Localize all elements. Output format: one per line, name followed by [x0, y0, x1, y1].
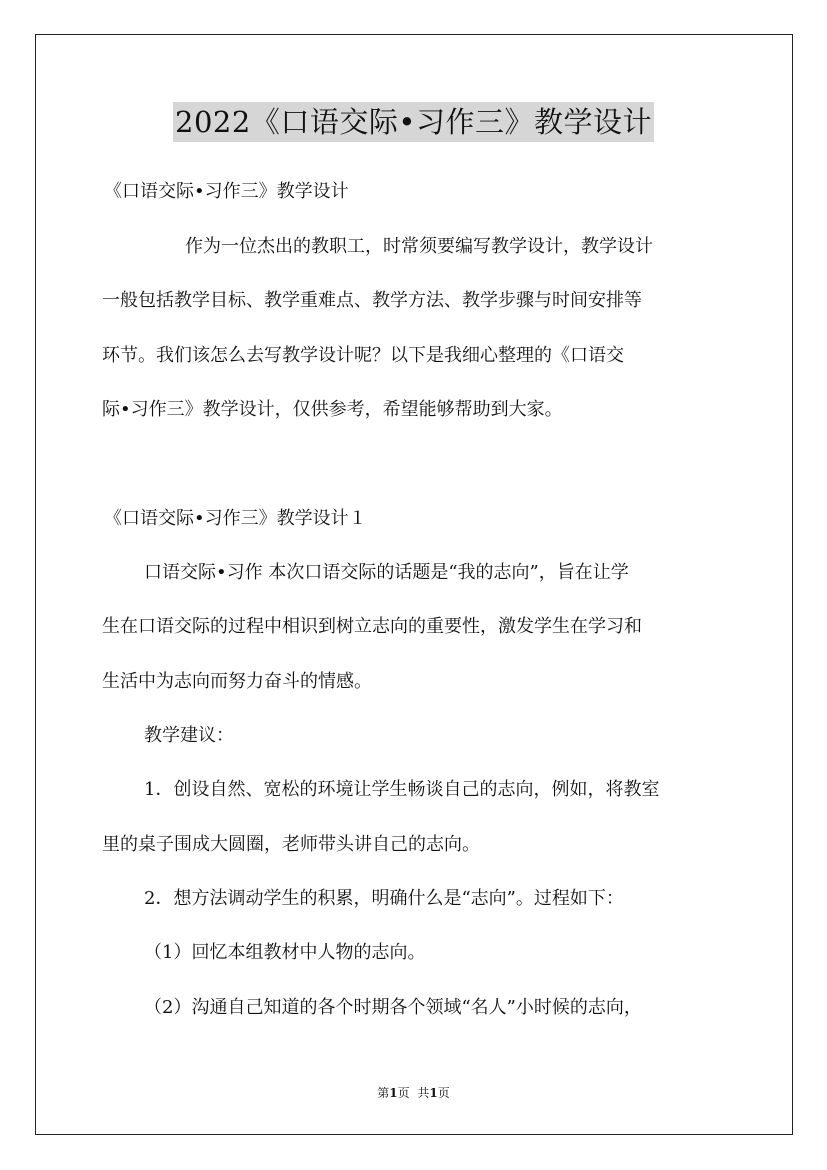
suggestion-2: 2．想方法调动学生的积累，明确什么是“志向”。过程如下： [144, 888, 624, 909]
footer-page-number: 1 [389, 1086, 398, 1100]
body-paragraph-line-3: 生活中为志向而努力奋斗的情感。 [102, 671, 372, 692]
footer-page-suffix: 页 [397, 1086, 410, 1100]
suggestion-1-line-2: 里的桌子围成大圆圈，老师带头讲自己的志向。 [102, 834, 480, 855]
footer-total-prefix: 共 [417, 1086, 430, 1100]
suggestion-2-item-2: （2）沟通自己知道的各个时期各个领域“名人”小时候的志向， [144, 997, 642, 1018]
page-footer [0, 1084, 827, 1101]
footer-total-suffix: 页 [437, 1086, 450, 1100]
document-title: 2022《口语交际•习作三》教学设计 [173, 102, 654, 142]
intro-paragraph-line-3: 环节。我们该怎么去写教学设计呢？以下是我细心整理的《口语交 [102, 345, 624, 366]
body-paragraph-line-2: 生在口语交际的过程中相识到树立志向的重要性，激发学生在学习和 [102, 616, 642, 637]
intro-paragraph-line-2: 一般包括教学目标、教学重难点、教学方法、教学步骤与时间安排等 [102, 290, 642, 311]
footer-total-number: 1 [429, 1086, 438, 1100]
teaching-suggestions-label: 教学建议： [144, 725, 234, 746]
suggestion-2-item-1: （1）回忆本组教材中人物的志向。 [144, 942, 426, 963]
subtitle-line: 《口语交际•习作三》教学设计 [104, 181, 349, 202]
title-container [0, 102, 827, 142]
intro-paragraph-line-4: 际•习作三》教学设计，仅供参考，希望能够帮助到大家。 [102, 399, 563, 420]
intro-paragraph-line-1: 作为一位杰出的教职工，时常须要编写教学设计，教学设计 [185, 236, 653, 257]
body-paragraph-line-1: 口语交际•习作 本次口语交际的话题是“我的志向”，旨在让学 [144, 562, 629, 583]
section-heading-1: 《口语交际•习作三》教学设计１ [104, 508, 367, 529]
footer-page-prefix: 第 [377, 1086, 390, 1100]
suggestion-1-line-1: 1．创设自然、宽松的环境让学生畅谈自己的志向，例如，将教室 [144, 779, 660, 800]
